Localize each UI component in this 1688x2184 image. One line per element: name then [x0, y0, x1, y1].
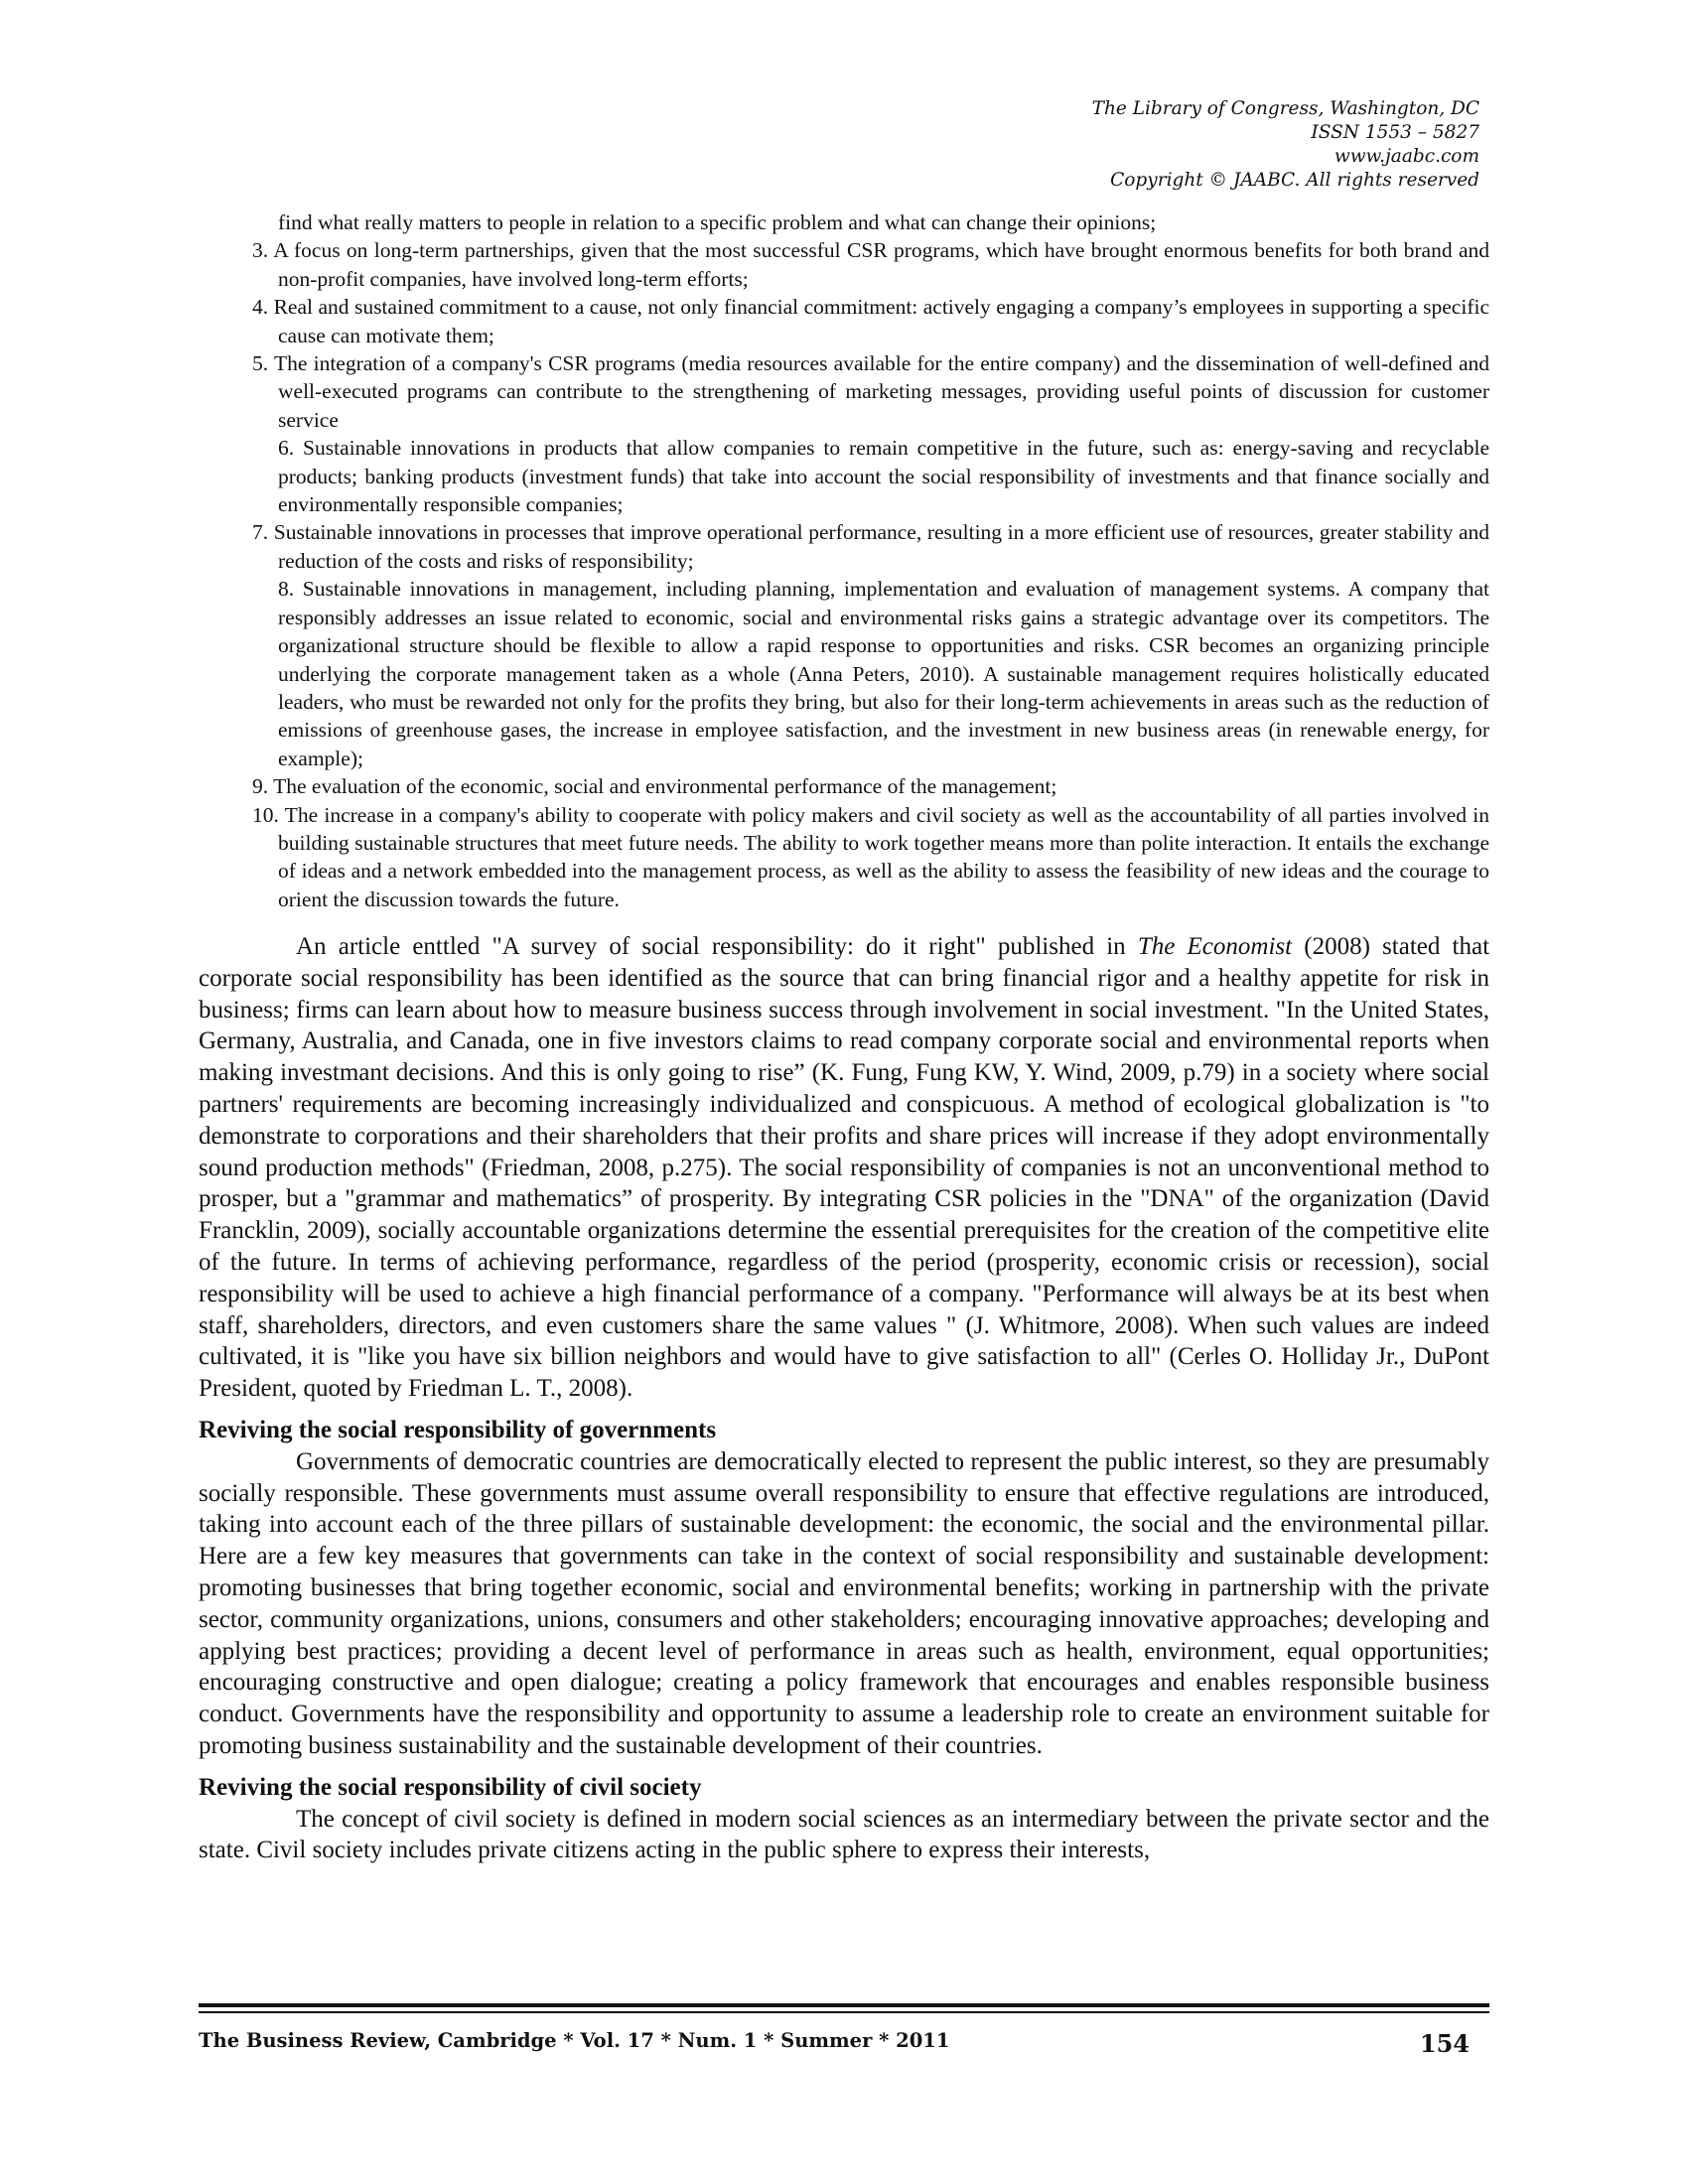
list-item-6: 6. Sustainable innovations in products that allow companies to remain competitive in the future, such as: energy-saving and recyclable products; banking products (investment funds) that take into account the social responsibility of investments and that finance socially and environmentally responsible companies; — [278, 436, 1489, 517]
list-item-9: 9. The evaluation of the economic, social and environmental performance of the management; — [252, 774, 1057, 799]
list-item-5: 5. The integration of a company's CSR programs (media resources available for the entire company) and the dissemination of well-defined and well-executed programs can contribute to the strengthening of marketing messages, providing useful points of discussion for customer service — [252, 351, 1489, 432]
header-library: The Library of Congress, Washington, DC — [1091, 98, 1479, 119]
paragraph-economist — [199, 931, 1489, 1405]
list-item-10: 10. The increase in a company's ability to cooperate with policy makers and civil society as well as the accountability of all parties involved in building sustainable structures that meet future needs. The ability to work together means more than polite interaction. It entails the exchange of ideas and a network embedded into the management process, as well as the ability to assess the feasibility of new ideas and the courage to orient the discussion towards the future. — [252, 802, 1489, 911]
paragraph-civil-society: The concept of civil society is defined in modern social sciences as an intermediary between the private sector and the state. Civil society includes private citizens acting in the public sphere to express their interests, — [199, 1805, 1489, 1864]
running-header — [1092, 97, 1479, 193]
section-heading-civil-society: Reviving the social responsibility of civil society — [199, 1773, 702, 1801]
section-heading-governments: Reviving the social responsibility of governments — [199, 1416, 717, 1443]
footer-journal: The Business Review, Cambridge * Vol. 17 * Num. 1 * Summer * 2011 — [199, 2029, 950, 2052]
list-item-8: 8. Sustainable innovations in management, including planning, implementation and evaluation of management systems. A company that responsibly addresses an issue related to economic, social and environmental risks gains a strategic advantage over its competitors. The organizational structure should be flexible to allow a rapid response to opportunities and risks. CSR becomes an organizing principle underlying the corporate management taken as a whole (Anna Peters, 2010). A sustainable management requires holistically educated leaders, who must be rewarded not only for the profits they bring, but also for their long-term achievements in areas such as the reduction of emissions of greenhouse gases, the increase in employee satisfaction, and the investment in new business areas (in renewable energy, for example); — [278, 577, 1489, 770]
numbered-list — [199, 208, 1489, 913]
list-item-7: 7. Sustainable innovations in processes that improve operational performance, resulting in a more efficient use of resources, greater stability and reduction of the costs and risks of responsibility; — [252, 520, 1489, 573]
header-website: www.jaabc.com — [1334, 146, 1479, 167]
list-item-3: 3. A focus on long-term partnerships, given that the most successful CSR programs, which have brought enormous benefits for both brand and non-profit companies, have involved long-term efforts; — [252, 238, 1489, 291]
page-number: 154 — [1419, 2029, 1470, 2058]
article-body — [199, 931, 1489, 1866]
footer-rule-thin — [199, 2011, 1489, 2013]
header-copyright: Copyright © JAABC. All rights reserved — [1110, 170, 1479, 191]
paragraph-economist-start: An article enttled "A survey of social responsibility: do it right" published in — [296, 933, 1138, 960]
journal-title: The Economist — [1137, 933, 1293, 960]
paragraph-economist-rest: (2008) stated that corporate social responsibility has been identified as the source that can bring financial rigor and a healthy appetite for risk in business; firms can learn about how to measure business success through involvement in social investment. "In the United States, Germany, Australia, and Canada, one in five investors claims to read company corporate social and environmental reports when making investmant decisions. And this is only going to rise” (K. Fung, Fung KW, Y. Wind, 2009, p.79) in a society where social partners' requirements are becoming increasingly individualized and conspicuous. A method of ecological globalization is "to demonstrate to corporations and their shareholders that their profits and share prices will increase if they adopt environmentally sound production methods" (Friedman, 2008, p.275). The social responsibility of companies is not an unconventional method to prosper, but a "grammar and mathematics” of prosperity. By integrating CSR policies in the "DNA" of the organization (David Francklin, 2009), socially accountable organizations determine the essential prerequisites for the creation of the competitive elite of the future. In terms of achieving performance, regardless of the period (prosperity, economic crisis or recession), social responsibility will be used to achieve a high financial performance of a company. "Performance will always be at its best when staff, shareholders, directors, and even customers share the same values " (J. Whitmore, 2008). When such values are indeed cultivated, it is "like you have six billion neighbors and would have to give satisfaction to all" (Cerles O. Holliday Jr., DuPont President, quoted by Friedman L. T., 2008). — [199, 933, 1490, 1403]
paragraph-governments: Governments of democratic countries are democratically elected to represent the public interest, so they are presumably socially responsible. These governments must assume overall responsibility to ensure that effective regulations are introduced, taking into account each of the three pillars of sustainable development: the economic, the social and the environmental pillar. Here are a few key measures that governments can take in the context of social responsibility and sustainable development: promoting businesses that bring together economic, social and environmental benefits; working in partnership with the private sector, community organizations, unions, consumers and other stakeholders; encouraging innovative approaches; developing and applying best practices; providing a decent level of performance in areas such as health, environment, equal opportunities; encouraging constructive and open dialogue; creating a policy framework that encourages and enables responsible business conduct. Governments have the responsibility and opportunity to assume a leadership role to create an environment suitable for promoting business sustainability and the sustainable development of their countries. — [199, 1447, 1489, 1759]
running-footer — [199, 2029, 1489, 2058]
list-item-2-continued: find what really matters to people in relation to a specific problem and what can change their opinions; — [278, 210, 1157, 234]
header-issn: ISSN 1553 – 5827 — [1311, 122, 1479, 143]
list-item-4: 4. Real and sustained commitment to a cause, not only financial commitment: actively engaging a company’s employees in supporting a specific cause can motivate them; — [252, 295, 1489, 347]
footer-rule-thick — [199, 2003, 1489, 2007]
